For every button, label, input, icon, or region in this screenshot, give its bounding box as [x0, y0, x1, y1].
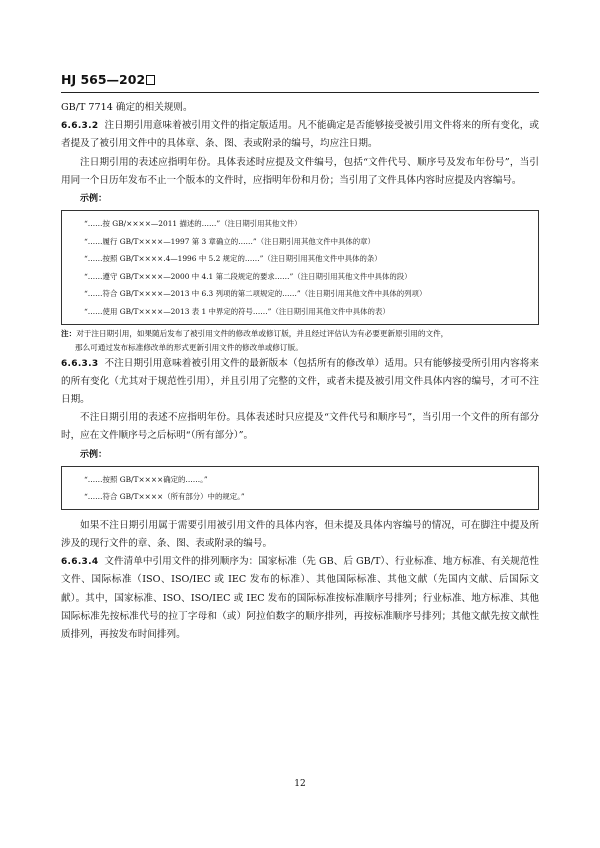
clause-number: 6.6.3.2	[61, 121, 99, 132]
clause-text: 不注日期引用意味着被引用文件的最新版本（包括所有的修改单）适用。只有能够接受所引用内容将来的所有变化（尤其对于规范性引用），并且引用了完整的文件，或者未提及被引用文件具体内容的编号，才可不注日期。	[61, 357, 539, 405]
example-box-undated	[61, 466, 539, 510]
clause-6-6-3-3	[61, 355, 539, 410]
example-note: （注日期引用其他文件中具体的条）	[263, 254, 382, 264]
page-content	[61, 99, 539, 644]
example-label: 示例：	[80, 194, 108, 205]
note	[61, 327, 539, 355]
dated-reference-paragraph: 注日期引用的表述应指明年份。具体表述时应提及文件编号，包括“文件代号、顺序号及发布年份号”，当引用同一个日历年发布不止一个版本的文件时，应指明年份和月份；当引用了文件具体内容时应提及内容编号。	[61, 156, 539, 186]
placeholder-box-icon	[146, 75, 155, 85]
example-text: “……符合 GB/T××××—2013 中 6.3 列项的第二项规定的……”	[84, 289, 301, 299]
example-line: “……按照 GB/T××××确定的……。”	[84, 474, 208, 484]
clause-text: 文件清单中引用文件的排列顺序为：国家标准（先 GB、后 GB/T）、行业标准、地方标准、有关规范性文件、国际标准（ISO、ISO/IEC 或 IEC 发布的标准）、其他国际标准、其他文献（先国内文献、后国际文献）。其中，国家标准、ISO、ISO/IEC 或 IEC 发布的国际标准按标准顺序号排列；行业标准、地方标准、其他国际标准先按标准代号的拉丁字母和（或）阿拉伯数字的顺序排列，再按标准顺序号排列；其他文献先按文献性质排列，再按发布时间排列。	[61, 556, 539, 640]
note-line-2: 那么可通过发布标准修改单的形式更新引用文件的修改单或修订版。	[75, 342, 303, 352]
example-text: “……遵守 GB/T××××—2000 中 4.1 第二段规定的要求……”	[84, 271, 294, 281]
document-header	[61, 72, 155, 87]
clause-6-6-3-4	[61, 553, 539, 644]
undated-reference-paragraph: 不注日期引用的表述不应指明年份。具体表述时只应提及“文件代号和顺序号”，当引用一个文件的所有部分时，应在文件顺序号之后标明“（所有部分）”。	[61, 412, 539, 442]
note-label: 注：	[61, 328, 77, 338]
clause-text: 注日期引用意味着被引用文件的指定版适用。凡不能确定是否能够接受被引用文件将来的所有变化，或者提及了被引用文件中的具体章、条、图、表或附录的编号，均应注日期。	[61, 120, 539, 150]
example-line	[84, 285, 538, 303]
example-text: “……按 GB/××××—2011 描述的……”	[84, 219, 221, 229]
example-line	[84, 233, 538, 251]
note-text: 对于注日期引用，如果随后发布了被引用文件的修改单或修订版，并且经过评估认为有必要更新原引用的文件，	[76, 328, 449, 338]
header-rule	[61, 92, 539, 93]
example-text: “……履行 GB/T××××—1997 第 3 章确立的……”	[84, 236, 257, 246]
example-box-dated	[61, 210, 539, 325]
clause-6-6-3-2	[61, 117, 539, 153]
example-line	[84, 250, 538, 268]
standard-code: HJ 565—202	[61, 72, 146, 87]
page-number: 12	[294, 779, 306, 789]
paragraph-gbt7714: GB/T 7714 确定的相关规则。	[61, 102, 193, 113]
example-note: （注日期引用其他文件中具体的章）	[256, 236, 375, 246]
clause-number: 6.6.3.4	[61, 557, 99, 568]
example-line	[84, 303, 538, 321]
example-note: （注日期引用其他文件中具体的段）	[293, 271, 412, 281]
example-note: （注日期引用其他文件）	[220, 219, 302, 229]
example-label: 示例：	[80, 449, 108, 460]
example-line	[84, 215, 538, 233]
footnote-reference-paragraph: 如果不注日期引用属于需要引用被引用文件的具体内容，但未提及具体内容编号的情况，可在脚注中提及所涉及的现行文件的章、条、图、表或附录的编号。	[61, 519, 539, 549]
example-note: （注日期引用其他文件中具体的表）	[271, 306, 390, 316]
example-line: “……符合 GB/T××××（所有部分）中的规定。”	[84, 492, 245, 502]
example-note: （注日期引用其他文件中具体的列项）	[300, 289, 427, 299]
example-line	[84, 268, 538, 286]
example-text: “……按照 GB/T××××.4—1996 中 5.2 规定的……”	[84, 254, 264, 264]
example-text: “……使用 GB/T××××—2013 表 1 中界定的符号……”	[84, 306, 272, 316]
note-line-1	[61, 327, 539, 341]
clause-number: 6.6.3.3	[61, 358, 99, 369]
